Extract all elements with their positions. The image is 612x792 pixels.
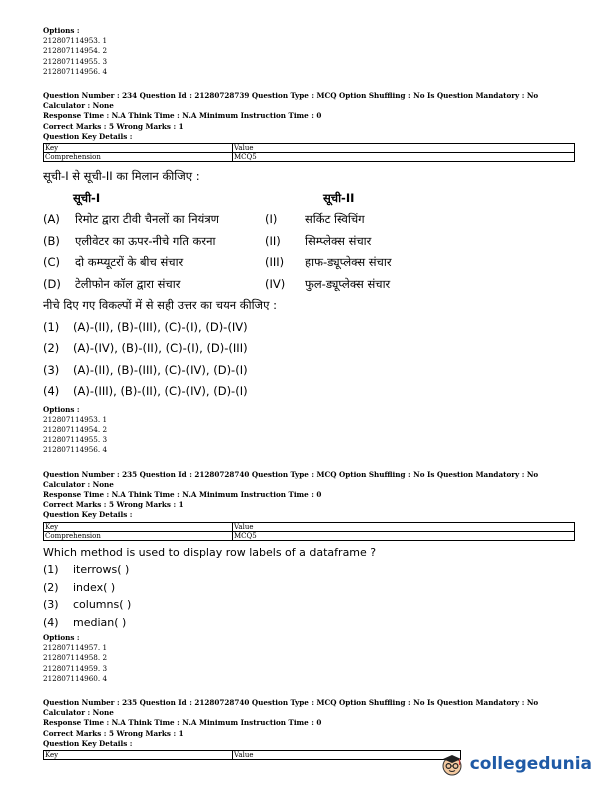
choice-text: (A)-(III), (B)-(II), (C)-(IV), (D)-(I) bbox=[73, 384, 248, 399]
option-item: 212807114956. 4 bbox=[43, 445, 108, 455]
answer-choice bbox=[43, 317, 573, 339]
marks: Correct Marks : 5 Wrong Marks : 1 bbox=[43, 728, 184, 738]
value-header: Value bbox=[233, 751, 461, 760]
collegedunia-logo bbox=[438, 750, 592, 778]
choice-number: (1) bbox=[43, 563, 59, 577]
options-list-top bbox=[43, 36, 573, 77]
row-label: (D) bbox=[43, 276, 61, 291]
row-left-text: टेलीफोन कॉल द्वारा संचार bbox=[75, 276, 181, 291]
answer-choice bbox=[43, 360, 573, 382]
option-item: 212807114957. 1 bbox=[43, 643, 108, 653]
question-title: Which method is used to display row labels of a dataframe ? bbox=[43, 545, 377, 559]
choice-text: (A)-(II), (B)-(III), (C)-(IV), (D)-(I) bbox=[73, 362, 248, 377]
key-table bbox=[43, 750, 461, 760]
answer-choice bbox=[43, 381, 573, 403]
choice-text: iterrows( ) bbox=[73, 563, 130, 577]
value-cell: MCQ5 bbox=[233, 153, 575, 162]
marks: Correct Marks : 5 Wrong Marks : 1 bbox=[43, 121, 184, 131]
row-left-text: एलीवेटर का ऊपर-नीचे गति करना bbox=[75, 233, 216, 248]
logo-text: collegedunia bbox=[469, 754, 592, 774]
choice-text: median( ) bbox=[73, 615, 127, 629]
option-item: 212807114955. 3 bbox=[43, 56, 108, 66]
row-right-text: हाफ-ड्यूप्लेक्स संचार bbox=[305, 255, 392, 270]
choice-number: (3) bbox=[43, 362, 60, 377]
row-right-label: (I) bbox=[265, 212, 278, 227]
key-header: Key bbox=[44, 522, 233, 531]
option-item: 212807114956. 4 bbox=[43, 66, 108, 76]
match-row bbox=[43, 231, 573, 253]
option-item: 212807114954. 2 bbox=[43, 46, 108, 56]
choice-text: index( ) bbox=[73, 580, 116, 594]
row-label: (A) bbox=[43, 212, 60, 227]
choice-number: (3) bbox=[43, 598, 59, 612]
question-header: Question Number : 235 Question Id : 21280728740 Question Type : MCQ Option Shuffling : No Is Question Mandatory : No Calculator : None bbox=[43, 469, 539, 489]
choice-number: (4) bbox=[43, 615, 59, 629]
key-table bbox=[43, 522, 575, 541]
choice-text: (A)-(IV), (B)-(II), (C)-(I), (D)-(III) bbox=[73, 341, 248, 356]
option-item: 212807114953. 1 bbox=[43, 36, 108, 46]
value-header: Value bbox=[233, 522, 575, 531]
value-cell: MCQ5 bbox=[233, 531, 575, 540]
choice-text: (A)-(II), (B)-(III), (C)-(I), (D)-(IV) bbox=[73, 319, 248, 334]
key-cell: Comprehension bbox=[44, 531, 233, 540]
options-label: Options : bbox=[43, 633, 80, 643]
option-item: 212807114960. 4 bbox=[43, 673, 108, 683]
row-label: (C) bbox=[43, 255, 61, 270]
instruction: नीचे दिए गए विकल्पों में से सही उत्तर का चयन कीजिए : bbox=[43, 298, 277, 313]
row-left-text: रिमोट द्वारा टीवी चैनलों का नियंत्रण bbox=[75, 212, 219, 227]
key-details-label: Question Key Details : bbox=[43, 738, 133, 748]
row-right-text: फुल-ड्यूप्लेक्स संचार bbox=[305, 276, 391, 291]
question-title: सूची-I से सूची-II का मिलान कीजिए : bbox=[43, 169, 200, 184]
question-235 bbox=[43, 470, 573, 685]
answer-choice bbox=[43, 338, 573, 360]
match-row bbox=[43, 252, 573, 274]
question-header: Question Number : 235 Question Id : 21280728740 Question Type : MCQ Option Shuffling : No Is Question Mandatory : No Calculator : None bbox=[43, 698, 539, 718]
list2-heading: सूची-II bbox=[323, 190, 355, 205]
row-right-text: सर्किट स्विचिंग bbox=[305, 212, 365, 227]
answer-choice bbox=[43, 596, 573, 614]
choice-number: (4) bbox=[43, 384, 60, 399]
choice-number: (2) bbox=[43, 341, 60, 356]
response-time: Response Time : N.A Think Time : N.A Minimum Instruction Time : 0 bbox=[43, 489, 322, 499]
list1-heading: सूची-I bbox=[73, 190, 101, 205]
answer-choice bbox=[43, 561, 573, 579]
row-left-text: दो कम्प्यूटरों के बीच संचार bbox=[75, 255, 184, 270]
key-details-label: Question Key Details : bbox=[43, 510, 133, 520]
row-right-label: (III) bbox=[265, 255, 285, 270]
row-right-label: (II) bbox=[265, 233, 281, 248]
key-header: Key bbox=[44, 751, 233, 760]
marks: Correct Marks : 5 Wrong Marks : 1 bbox=[43, 500, 184, 510]
option-item: 212807114958. 2 bbox=[43, 653, 108, 663]
response-time: Response Time : N.A Think Time : N.A Minimum Instruction Time : 0 bbox=[43, 111, 322, 121]
list-headings bbox=[43, 188, 573, 210]
options-label: Options : bbox=[43, 404, 80, 414]
option-item: 212807114959. 3 bbox=[43, 663, 108, 673]
key-cell: Comprehension bbox=[44, 153, 233, 162]
answer-choice bbox=[43, 614, 573, 632]
option-item: 212807114954. 2 bbox=[43, 424, 108, 434]
choice-number: (1) bbox=[43, 319, 60, 334]
row-label: (B) bbox=[43, 233, 60, 248]
match-row bbox=[43, 274, 573, 296]
value-header: Value bbox=[233, 144, 575, 153]
key-details-label: Question Key Details : bbox=[43, 131, 133, 141]
options-label-top: Options : bbox=[43, 26, 80, 35]
graduate-mascot-icon bbox=[438, 750, 466, 778]
document-page bbox=[43, 26, 573, 760]
question-234 bbox=[43, 91, 573, 456]
response-time: Response Time : N.A Think Time : N.A Minimum Instruction Time : 0 bbox=[43, 718, 322, 728]
choice-number: (2) bbox=[43, 580, 59, 594]
option-item: 212807114953. 1 bbox=[43, 414, 108, 424]
question-header: Question Number : 234 Question Id : 21280728739 Question Type : MCQ Option Shuffling : No Is Question Mandatory : No Calculator : None bbox=[43, 91, 539, 111]
answer-choice bbox=[43, 579, 573, 597]
key-header: Key bbox=[44, 144, 233, 153]
row-right-text: सिम्प्लेक्स संचार bbox=[305, 233, 372, 248]
key-table bbox=[43, 143, 575, 162]
match-row bbox=[43, 209, 573, 231]
row-right-label: (IV) bbox=[265, 276, 286, 291]
option-item: 212807114955. 3 bbox=[43, 435, 108, 445]
choice-text: columns( ) bbox=[73, 598, 132, 612]
